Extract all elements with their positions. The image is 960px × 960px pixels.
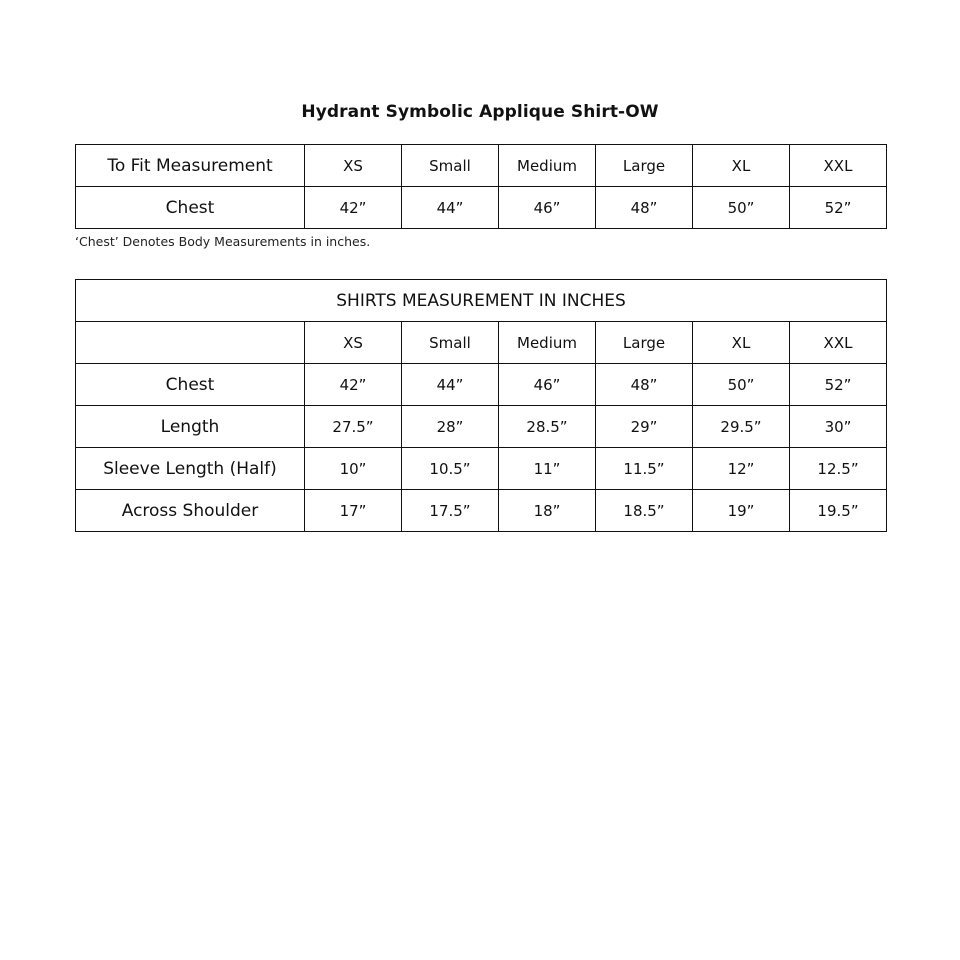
- table-cell: 10.5”: [402, 448, 499, 490]
- table-cell: 28”: [402, 406, 499, 448]
- header-label: [76, 322, 305, 364]
- page-title: Hydrant Symbolic Applique Shirt-OW: [301, 102, 659, 122]
- table-row: [76, 364, 887, 406]
- table-cell: 42”: [305, 187, 402, 229]
- table-cell: 44”: [402, 187, 499, 229]
- table-cell: 50”: [693, 187, 790, 229]
- table-cell: 29”: [596, 406, 693, 448]
- row-label: Sleeve Length (Half): [76, 448, 305, 490]
- table-cell: 19”: [693, 490, 790, 532]
- size-header-large: Large: [596, 322, 693, 364]
- table-cell: 19.5”: [790, 490, 887, 532]
- table-cell: 12”: [693, 448, 790, 490]
- table-cell: 28.5”: [499, 406, 596, 448]
- size-header-large: Large: [596, 145, 693, 187]
- size-header-xs: XS: [305, 322, 402, 364]
- table-cell: 18.5”: [596, 490, 693, 532]
- size-header-medium: Medium: [499, 322, 596, 364]
- table-cell: 52”: [790, 364, 887, 406]
- table-heading: SHIRTS MEASUREMENT IN INCHES: [76, 280, 887, 322]
- table-cell: 30”: [790, 406, 887, 448]
- table-cell: 44”: [402, 364, 499, 406]
- table-cell: 12.5”: [790, 448, 887, 490]
- table-heading-row: [76, 280, 887, 322]
- shirt-measurement-table: [75, 279, 887, 532]
- row-label: Length: [76, 406, 305, 448]
- table-cell: 27.5”: [305, 406, 402, 448]
- table-cell: 29.5”: [693, 406, 790, 448]
- row-label: Chest: [76, 364, 305, 406]
- header-label: To Fit Measurement: [76, 145, 305, 187]
- table-header-row: [76, 145, 887, 187]
- table-row: [76, 187, 887, 229]
- table-cell: 50”: [693, 364, 790, 406]
- table-cell: 11”: [499, 448, 596, 490]
- table-cell: 48”: [596, 364, 693, 406]
- size-header-medium: Medium: [499, 145, 596, 187]
- table-cell: 48”: [596, 187, 693, 229]
- table-row: [76, 490, 887, 532]
- table-row: [76, 406, 887, 448]
- size-header-xl: XL: [693, 145, 790, 187]
- table-cell: 42”: [305, 364, 402, 406]
- table-cell: 17.5”: [402, 490, 499, 532]
- table-cell: 11.5”: [596, 448, 693, 490]
- row-label: Across Shoulder: [76, 490, 305, 532]
- measurement-note: ‘Chest’ Denotes Body Measurements in inches.: [75, 234, 371, 249]
- table-header-row: [76, 322, 887, 364]
- table-cell: 17”: [305, 490, 402, 532]
- table-cell: 46”: [499, 187, 596, 229]
- table-cell: 18”: [499, 490, 596, 532]
- fit-measurement-table: [75, 144, 887, 229]
- row-label: Chest: [76, 187, 305, 229]
- size-header-xxl: XXL: [790, 145, 887, 187]
- table-cell: 52”: [790, 187, 887, 229]
- size-header-small: Small: [402, 145, 499, 187]
- size-header-xl: XL: [693, 322, 790, 364]
- size-header-small: Small: [402, 322, 499, 364]
- size-header-xs: XS: [305, 145, 402, 187]
- table-cell: 46”: [499, 364, 596, 406]
- table-cell: 10”: [305, 448, 402, 490]
- table-row: [76, 448, 887, 490]
- size-header-xxl: XXL: [790, 322, 887, 364]
